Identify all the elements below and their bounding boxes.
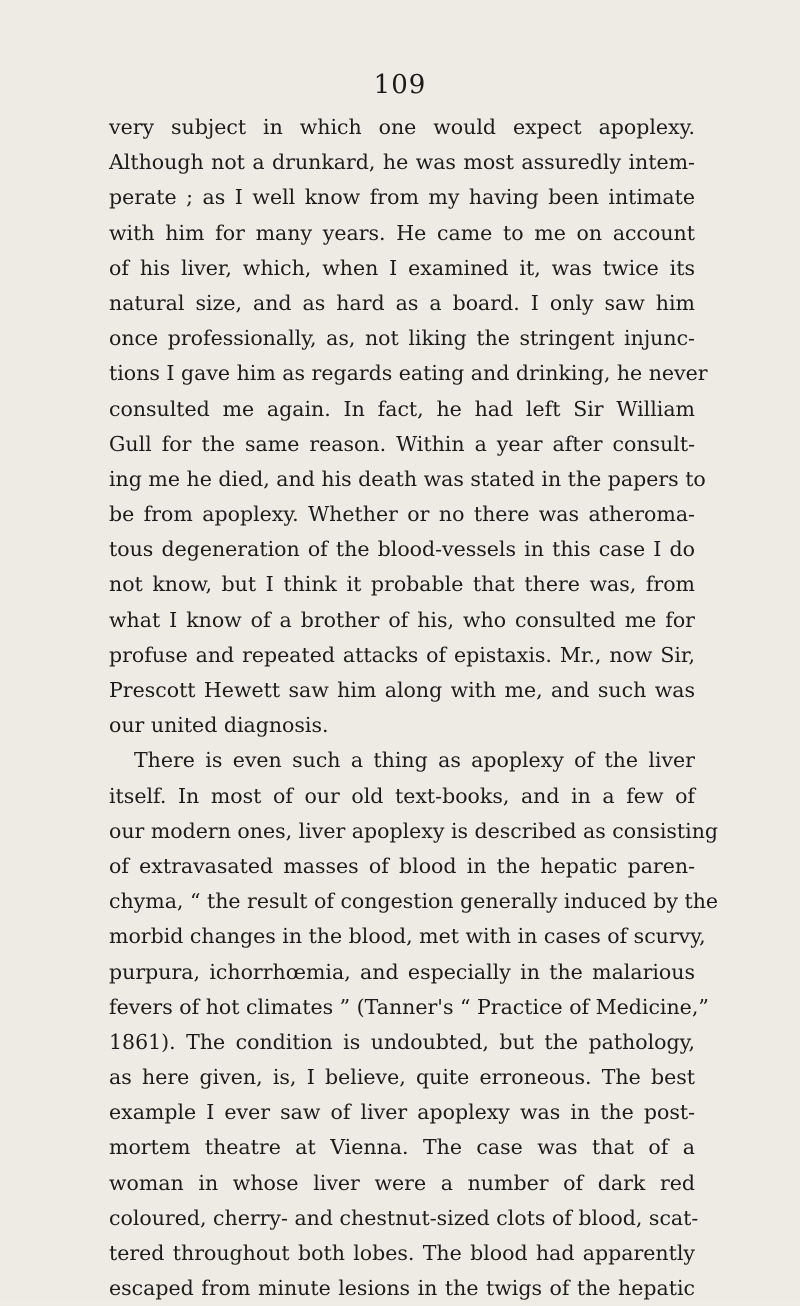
text-line: chyma, “ the result of congestion generally induced by the [109,889,719,914]
text-line: There is even such a thing as apoplexy of the liver [134,748,695,773]
text-line: perate ; as I well know from my having been intimate [109,185,695,210]
text-line: Gull for the same reason. Within a year after consult- [109,431,695,456]
text-line: mortem theatre at Vienna. The case was that of a [109,1135,695,1160]
text-line: fevers of hot climates ” (Tanner's “ Practice of Medicine,” [109,994,709,1019]
text-line: Although not a drunkard, he was most assuredly intem- [109,150,695,175]
text-line: our united diagnosis. [109,713,329,738]
text-line: what I know of a brother of his, who consulted me for [109,607,695,632]
text-line: woman in whose liver were a number of dark red [109,1170,695,1195]
text-line: morbid changes in the blood, met with in cases of scurvy, [109,924,706,949]
text-line: tous degeneration of the blood-vessels in this case I do [109,537,695,562]
text-line: profuse and repeated attacks of epistaxis. Mr., now Sir, [109,642,695,667]
text-line: ing me he died, and his death was stated in the papers to [109,466,706,491]
page-number: 109 [373,70,427,100]
text-line: our modern ones, liver apoplexy is described as consisting [109,818,719,843]
text-line: of his liver, which, when I examined it, was twice its [109,255,695,280]
text-line: as here given, is, I believe, quite erroneous. The best [109,1065,695,1090]
text-line: Prescott Hewett saw him along with me, and such was [109,678,695,702]
text-line: once professionally, as, not liking the stringent injunc- [109,326,695,351]
text-line: be from apoplexy. Whether or no there was atheroma- [109,502,695,527]
text-line: tered throughout both lobes. The blood had apparently [109,1241,695,1265]
text-line: purpura, ichorrhœmia, and especially in the malarious [109,959,695,984]
text-line: 1861). The condition is undoubted, but the pathology, [109,1029,695,1054]
text-line: escaped from minute lesions in the twigs of the hepatic [109,1276,695,1301]
text-line: consulted me again. In fact, he had left Sir William [109,396,695,421]
text-line: tions I gave him as regards eating and drinking, he never [109,361,708,386]
body-text [109,110,719,1306]
text-line: not know, but I think it probable that there was, from [109,572,695,597]
text-line: with him for many years. He came to me on account [109,220,695,245]
text-line: example I ever saw of liver apoplexy was in the post- [109,1100,695,1125]
text-line: very subject in which one would expect apoplexy. [109,115,695,139]
text-line: coloured, cherry- and chestnut-sized clots of blood, scat- [109,1205,699,1230]
text-line: itself. In most of our old text-books, and in a few of [109,783,695,808]
text-line: of extravasated masses of blood in the hepatic paren- [109,853,695,878]
text-line: natural size, and as hard as a board. I only saw him [109,290,695,315]
